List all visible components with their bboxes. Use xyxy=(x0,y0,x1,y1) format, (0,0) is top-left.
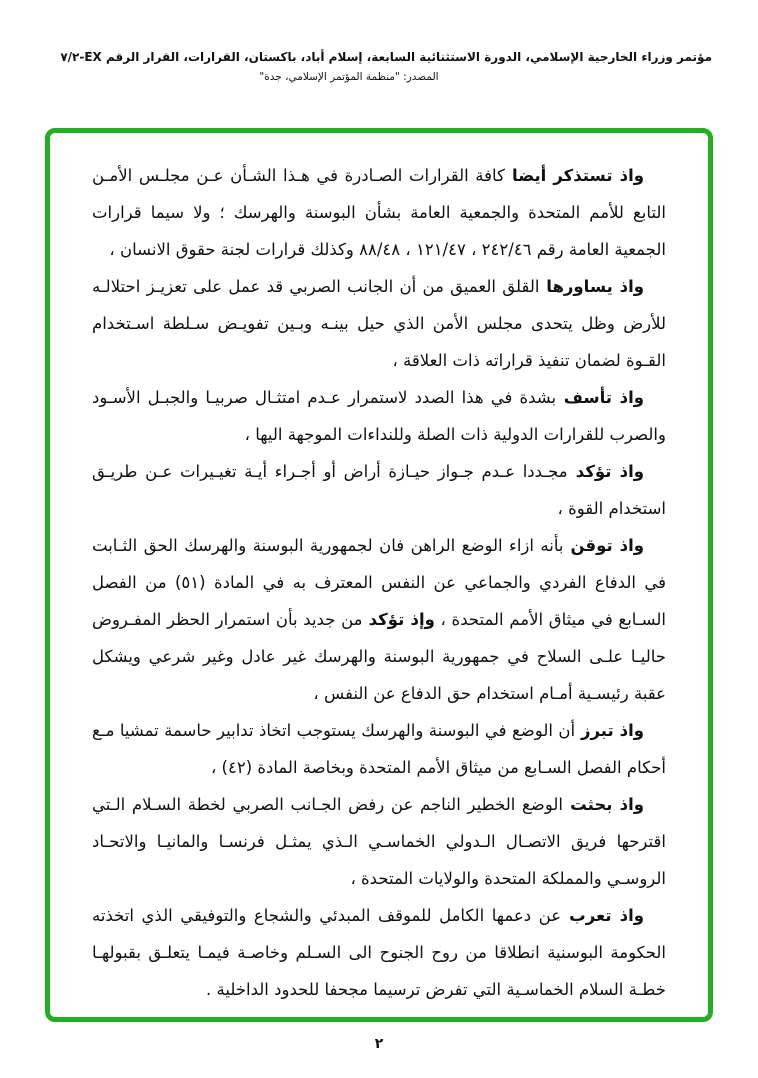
document-body xyxy=(92,157,666,1009)
paragraph-lead: واذ تستذكر أيضا xyxy=(504,166,644,185)
paragraph-lead: واذ تبرز xyxy=(575,721,644,740)
paragraph-lead: واذ تعرب xyxy=(561,906,644,925)
paragraph-text: مجـددا عـدم جـواز حيـازة أراض أو أجـراء أيـة تغيـيرات عـن طريـق استخدام القوة ، xyxy=(92,462,666,518)
paragraph-lead: وإذ تؤكد xyxy=(362,610,435,629)
paragraph-text: أن الوضع في البوسنة والهرسك يستوجب اتخاذ تدابير حاسمة تمشيا مـع أحكام الفصل السـابع من ميثاق الأمم المتحدة وبخاصة المادة (٤٢) ، xyxy=(92,721,666,777)
paragraph-text: كافة القرارات الصـادرة في هـذا الشـأن عـن مجلـس الأمـن التابع للأمم المتحدة والجمعية العامة بشأن البوسنة والهرسك ؛ ولا سيما قرارات الجمعية العامة رقم ٢٤٢/٤٦ ، ١٢١/٤٧ ، ٨٨/٤٨ وكذلك قرارات لجنة حقوق الانسان ، xyxy=(92,166,666,259)
paragraph xyxy=(92,786,666,897)
paragraph-text: بأنه ازاء الوضع الراهن فان لجمهورية البوسنة والهرسك الحق الثـابت في الدفاع الفردي والجماعي عن النفس المعترف به في المادة (٥١) من الفصل السـابع في ميثاق الأمم المتحدة ، xyxy=(92,536,666,629)
paragraph-text: القلق العميق من أن الجانب الصربي قد عمل على تعزيـز احتلالـه للأرض وظل يتحدى مجلس الأمن الذي حيل بينـه وبـين تفويـض سـلطة اسـتخدام القـوة لضمان تنفيذ قراراته ذات العلاقة ، xyxy=(92,277,666,370)
document-header xyxy=(46,50,712,83)
paragraph-lead: واذ تؤكد xyxy=(567,462,644,481)
paragraph xyxy=(92,897,666,1008)
paragraph-text: بشدة في هذا الصدد لاستمرار عـدم امتثـال صربيـا والجبـل الأسـود والصرب للقرارات الدولية ذات الصلة وللنداءات الموجهة اليها ، xyxy=(92,388,666,444)
paragraph-text: من جديد بأن استمرار الحظر المفـروض حاليـا علـى السلاح في جمهورية البوسنة والهرسك غير عادل وغير شرعي ويشكل عقبة رئيسـية أمـام استخدام حق الدفاع عن النفس ، xyxy=(92,610,666,703)
page-number: ٢ xyxy=(374,1036,384,1052)
paragraph xyxy=(92,527,666,712)
paragraph-lead: واذ يساورها xyxy=(539,277,644,296)
header-source-line: المصدر: "منظمة المؤتمر الإسلامي، جدة" xyxy=(259,71,439,83)
paragraph xyxy=(92,268,666,379)
paragraph-lead: واذ توقن xyxy=(563,536,644,555)
paragraph xyxy=(92,157,666,268)
paragraph xyxy=(92,712,666,786)
paragraph-lead: واذ بحثت xyxy=(562,795,644,814)
header-citation-line: مؤتمر وزراء الخارجية الإسلامي، الدورة الاستثنائية السابعة، إسلام أباد، باكستان، القرارات، القرار الرقم EX-٧/٢ xyxy=(60,50,712,64)
paragraph-text: الوضع الخطير الناجم عن رفض الجـانب الصربي لخطة السـلام الـتي اقترحها فريق الاتصـال الـدولي الخماسـي الـذي يمثـل فرنسـا والمانيـا والاتحـاد الروسـي والمملكة المتحدة والولايات المتحدة ، xyxy=(92,795,666,888)
paragraph xyxy=(92,453,666,527)
paragraph-text: عن دعمها الكامل للموقف المبدئي والشجاع والتوفيقي الذي اتخذته الحكومة البوسنية انطلاقا من روح الجنوح الى السـلم وخاصـة فيمـا يتعلـق بقبولهـا خطـة السلام الخماسـية التي تفرض ترسيما مجحفا للحدود الداخلية . xyxy=(92,906,666,999)
paragraph xyxy=(92,379,666,453)
document-frame xyxy=(45,128,713,1022)
paragraph-lead: واذ تأسف xyxy=(556,388,644,407)
